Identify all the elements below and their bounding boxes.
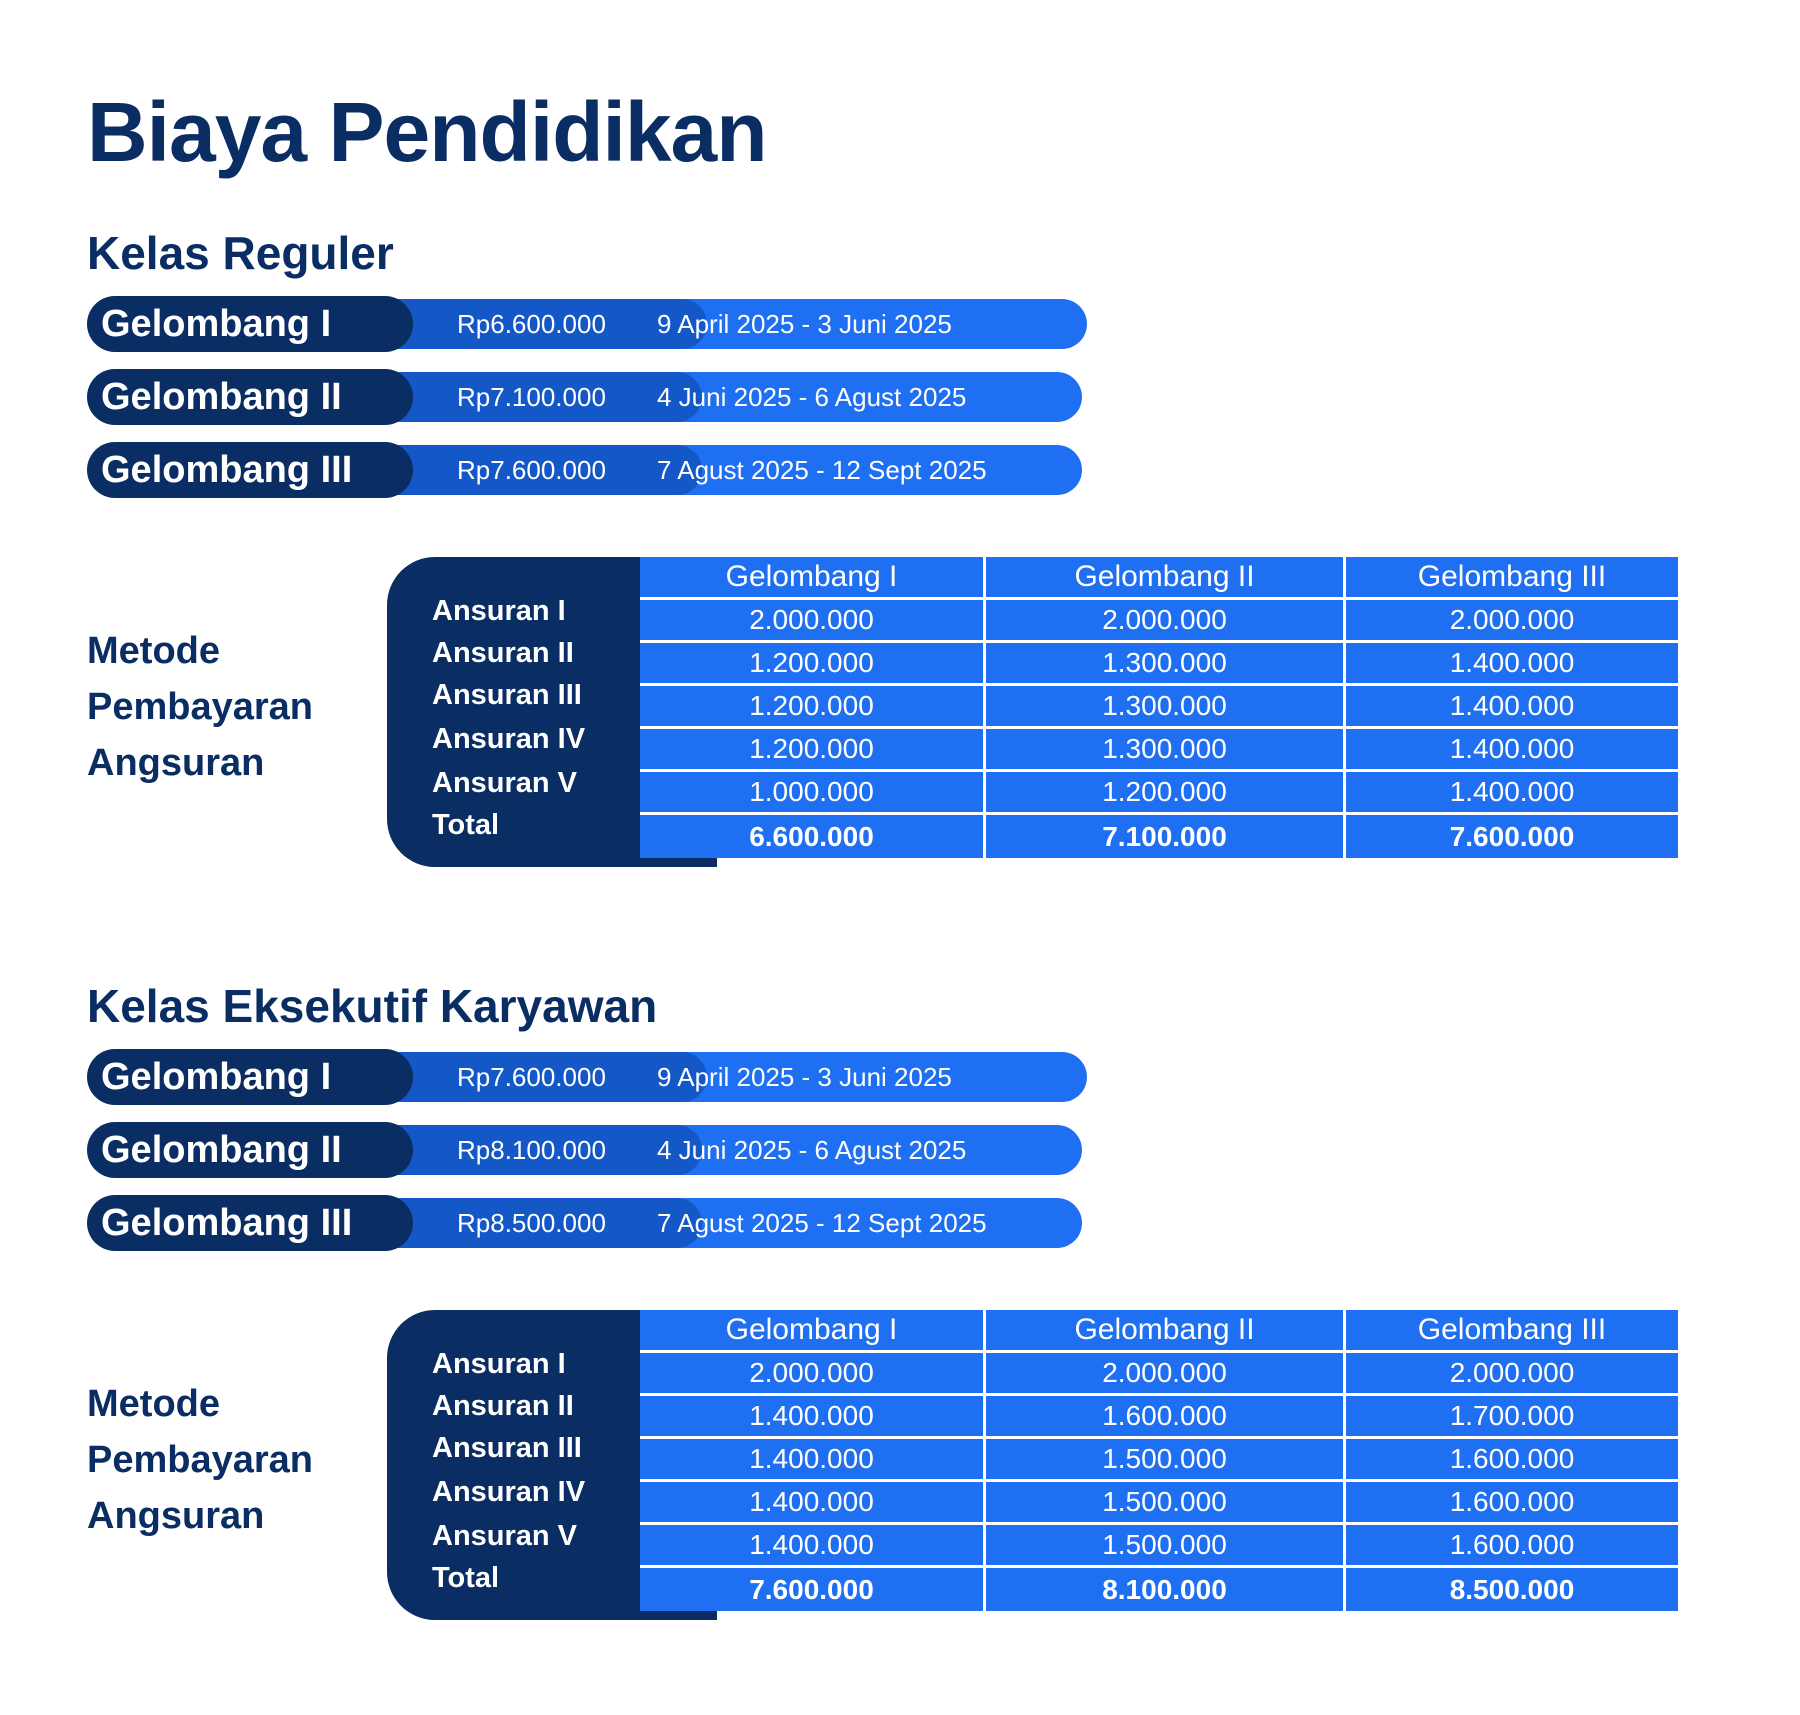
table-cell: 1.600.000 — [1346, 1439, 1678, 1482]
section-title: Kelas Reguler — [87, 227, 394, 279]
table-cell: 1.300.000 — [986, 729, 1346, 772]
column-header: Gelombang II — [986, 1310, 1346, 1353]
installment-name: Ansuran V — [432, 767, 578, 799]
wave-dates: 4 Juni 2025 - 6 Agust 2025 — [657, 382, 967, 412]
installment-name: Ansuran IV — [432, 1476, 586, 1508]
column-header: Gelombang I — [640, 557, 986, 600]
table-cell: 1.000.000 — [640, 772, 986, 815]
wave-price: Rp7.600.000 — [387, 445, 702, 495]
table-cell: 1.200.000 — [640, 643, 986, 686]
table-cell: 2.000.000 — [640, 1353, 986, 1396]
wave-row-1 — [87, 1049, 1787, 1105]
installment-name: Ansuran II — [432, 637, 574, 669]
wave-label: Gelombang II — [87, 1122, 413, 1178]
table-cell: 1.300.000 — [986, 643, 1346, 686]
payment-method-label — [87, 1376, 387, 1544]
payment-block — [87, 557, 1787, 867]
table-row — [640, 686, 1678, 729]
table-header-row — [640, 1310, 1678, 1353]
installment-table — [640, 557, 1678, 858]
wave-row-3 — [87, 1195, 1787, 1251]
wave-row-2 — [87, 369, 1787, 425]
section-eksekutif — [87, 975, 1787, 1620]
table-row — [640, 729, 1678, 772]
payment-label-line: Pembayaran — [87, 686, 314, 728]
table-cell: 1.200.000 — [986, 772, 1346, 815]
wave-price: Rp7.600.000 — [387, 1052, 707, 1102]
table-header-row — [640, 557, 1678, 600]
table-cell: 1.400.000 — [640, 1396, 986, 1439]
section-title: Kelas Eksekutif Karyawan — [87, 980, 658, 1032]
table-cell: 2.000.000 — [640, 600, 986, 643]
installment-name: Ansuran II — [432, 1390, 574, 1422]
table-total-row — [640, 815, 1678, 858]
table-cell: 1.200.000 — [640, 686, 986, 729]
wave-dates: 7 Agust 2025 - 12 Sept 2025 — [657, 455, 987, 485]
installment-name: Ansuran III — [432, 1432, 582, 1464]
table-cell: 1.500.000 — [986, 1482, 1346, 1525]
table-cell: 1.400.000 — [1346, 643, 1678, 686]
payment-label-line: Angsuran — [87, 1495, 265, 1537]
column-header: Gelombang III — [1346, 557, 1678, 600]
payment-label-line: Metode — [87, 630, 220, 672]
table-cell: 1.400.000 — [640, 1482, 986, 1525]
wave-label: Gelombang II — [87, 369, 413, 425]
payment-label-line: Metode — [87, 1383, 220, 1425]
installment-name: Ansuran V — [432, 1520, 578, 1552]
payment-block — [87, 1310, 1787, 1620]
table-cell: 1.600.000 — [1346, 1482, 1678, 1525]
table-row — [640, 1482, 1678, 1525]
installment-name: Ansuran I — [432, 1348, 566, 1380]
table-cell: 1.400.000 — [1346, 772, 1678, 815]
wave-dates: 4 Juni 2025 - 6 Agust 2025 — [657, 1135, 967, 1165]
table-total-row — [640, 1568, 1678, 1611]
table-row — [640, 1439, 1678, 1482]
wave-label: Gelombang I — [87, 1049, 413, 1105]
table-row — [640, 1525, 1678, 1568]
wave-row-1 — [87, 296, 1787, 352]
wave-label: Gelombang III — [87, 442, 413, 498]
table-row — [640, 643, 1678, 686]
table-cell: 1.400.000 — [1346, 686, 1678, 729]
column-header: Gelombang III — [1346, 1310, 1678, 1353]
wave-price: Rp8.500.000 — [387, 1198, 702, 1248]
table-cell: 1.300.000 — [986, 686, 1346, 729]
table-cell: 1.500.000 — [986, 1439, 1346, 1482]
table-row — [640, 600, 1678, 643]
payment-label-line: Angsuran — [87, 742, 265, 784]
page-title: Biaya Pendidikan — [87, 85, 767, 179]
total-cell: 7.600.000 — [1346, 815, 1678, 858]
table-row — [640, 772, 1678, 815]
wave-price: Rp7.100.000 — [387, 372, 702, 422]
table-cell: 1.600.000 — [1346, 1525, 1678, 1568]
total-cell: 8.500.000 — [1346, 1568, 1678, 1611]
payment-method-label — [87, 623, 387, 791]
wave-row-3 — [87, 442, 1787, 498]
table-cell: 2.000.000 — [1346, 600, 1678, 643]
installment-name: Ansuran I — [432, 595, 566, 627]
total-cell: 8.100.000 — [986, 1568, 1346, 1611]
total-cell: 7.600.000 — [640, 1568, 986, 1611]
installment-table — [640, 1310, 1678, 1611]
table-cell: 2.000.000 — [986, 1353, 1346, 1396]
table-row — [640, 1396, 1678, 1439]
wave-dates: 9 April 2025 - 3 Juni 2025 — [657, 309, 952, 339]
installment-name: Total — [432, 1562, 500, 1594]
wave-label: Gelombang I — [87, 296, 413, 352]
column-header: Gelombang I — [640, 1310, 986, 1353]
table-cell: 1.400.000 — [640, 1439, 986, 1482]
total-cell: 7.100.000 — [986, 815, 1346, 858]
installment-name: Ansuran IV — [432, 723, 586, 755]
table-cell: 1.600.000 — [986, 1396, 1346, 1439]
total-cell: 6.600.000 — [640, 815, 986, 858]
wave-row-2 — [87, 1122, 1787, 1178]
installment-name: Ansuran III — [432, 679, 582, 711]
payment-label-line: Pembayaran — [87, 1439, 314, 1481]
table-row — [640, 1353, 1678, 1396]
table-cell: 1.400.000 — [640, 1525, 986, 1568]
table-cell: 2.000.000 — [986, 600, 1346, 643]
table-cell: 2.000.000 — [1346, 1353, 1678, 1396]
table-cell: 1.200.000 — [640, 729, 986, 772]
installment-name: Total — [432, 809, 500, 841]
table-cell: 1.700.000 — [1346, 1396, 1678, 1439]
table-cell: 1.400.000 — [1346, 729, 1678, 772]
wave-price: Rp8.100.000 — [387, 1125, 702, 1175]
wave-label: Gelombang III — [87, 1195, 413, 1251]
wave-dates: 9 April 2025 - 3 Juni 2025 — [657, 1062, 952, 1092]
wave-dates: 7 Agust 2025 - 12 Sept 2025 — [657, 1208, 987, 1238]
table-cell: 1.500.000 — [986, 1525, 1346, 1568]
wave-price: Rp6.600.000 — [387, 299, 707, 349]
section-reguler — [87, 222, 1787, 867]
column-header: Gelombang II — [986, 557, 1346, 600]
